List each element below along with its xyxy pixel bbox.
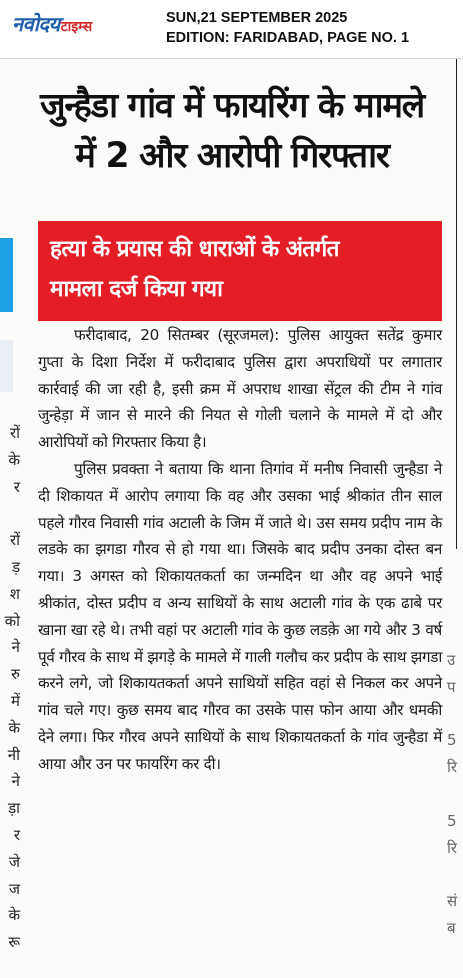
article-paragraph-2: पुलिस प्रवक्ता ने बताया कि थाना तिगांव में मनीष निवासी जुन्हैडा ने दी शिकायत में आरोप लगाया कि वह और उसका भाई श्रीकांत तीन साल पहले गौरव निवासी गांव अटाली के जिम में जाते थे। उस समय प्रदीप नाम के लडके का झगडा गौरव से हो गया था। जिसके बाद प्रदीप उनका दोस्त बन गया। 3 अगस्त को शिकायतकर्ता का जन्मदिन था और वह अपने भाई श्रीकांत, दोस्त प्रदीप व अन्य साथियों के साथ अटाली गांव के एक ढाबे पर खाना खा रहे थे। तभी वहां पर अटाली गांव के कुछ लडक़े आ गये और 3 वर्ष पूर्व गौरव के साथ में झगड़े के मामले में गाली गलौच कर प्रदीप के साथ झगडा करने लगे, जो शिकायतकर्ता अपने साथियों सहित वहां से निकल कर अपने गांव चले गए। कुछ समय बाद गौरव का उसके पास फोन आया और धमकी देने लगा। फिर गौरव अपने साथियों के साथ शिकायतकर्ता के गांव जुन्हैडा में आया और उन पर फायरिंग कर दी। xyxy=(38,459,442,773)
left-fragment: र xyxy=(13,825,20,844)
right-fragment: प xyxy=(447,677,456,696)
right-fragment: रि xyxy=(447,758,458,777)
left-fragment: श xyxy=(9,584,20,603)
right-fragment xyxy=(447,861,463,888)
article-headline xyxy=(26,81,438,181)
page-header xyxy=(0,0,463,59)
subhead-line-2: मामला दर्ज किया गया xyxy=(50,276,223,302)
newspaper-page xyxy=(0,59,463,978)
left-fragment: ड़ xyxy=(11,557,20,576)
publication-date: SUN,21 SEPTEMBER 2025 xyxy=(166,10,348,26)
subhead-line-1: हत्या के प्रयास की धाराओं के अंतर्गत xyxy=(50,236,339,262)
left-fragment: रु xyxy=(11,665,20,684)
left-fragment: ड़ा xyxy=(8,799,20,818)
left-fragment: जे xyxy=(8,852,20,871)
edition-info: EDITION: FARIDABAD, PAGE NO. 1 xyxy=(166,30,410,46)
left-fragment: नी xyxy=(7,745,20,764)
right-fragment: रि xyxy=(447,838,458,857)
left-fragment: ने xyxy=(11,638,20,657)
left-fragment: ने xyxy=(11,772,20,791)
right-fragment: ब xyxy=(447,918,456,937)
left-fragment: रू xyxy=(8,933,20,952)
right-fragment: सं xyxy=(447,892,458,911)
article-body xyxy=(38,322,442,778)
adjacent-blue-block xyxy=(0,238,13,312)
right-fragment: उ xyxy=(447,651,456,669)
left-fragment: को xyxy=(4,611,20,630)
logo-sub-text: टाइम्स xyxy=(60,19,93,35)
left-fragment: रों xyxy=(9,531,20,550)
left-fragment: र xyxy=(13,477,20,496)
article-paragraph-1: फरीदाबाद, 20 सितम्बर (सूरजमल): पुलिस आयुक्त सतेंद्र कुमार गुप्ता के दिशा निर्देश में फरीदाबाद पुलिस द्वारा अपराधियों पर लगातार कार्रवाई की जा रही है, इसी क्रम में अपराध शाखा सेंट्रल की टीम ने गांव जुन्हेड़ा में जान से मारने की नियत से गोली चलाने के मामले में दो और आरोपियों को गिरफ्तार किया है। xyxy=(38,326,442,452)
column-divider xyxy=(456,59,457,549)
headline-line-1: जुन्हैडा गांव में फायरिंग के मामले xyxy=(40,86,424,126)
left-fragment: के xyxy=(8,906,20,925)
adjacent-shaded-block xyxy=(0,340,13,392)
right-fragment xyxy=(447,701,463,728)
left-fragment: ज xyxy=(8,879,20,898)
left-fragment: के xyxy=(8,450,20,469)
left-fragment: के xyxy=(8,718,20,737)
left-fragment: रों xyxy=(9,424,20,442)
right-fragment xyxy=(447,781,463,808)
left-fragment: में xyxy=(11,691,20,710)
left-fragment xyxy=(0,500,22,527)
adjacent-right-column xyxy=(447,647,463,967)
headline-line-2: में 2 और आरोपी गिरफ्तार xyxy=(75,136,389,176)
right-fragment: 5 xyxy=(447,811,457,830)
article-subheadline xyxy=(38,221,442,321)
edition-meta xyxy=(166,8,458,48)
right-fragment: 5 xyxy=(447,731,457,750)
newspaper-logo[interactable] xyxy=(12,10,92,34)
adjacent-left-column xyxy=(0,420,22,952)
logo-main-text: नवोदय xyxy=(12,12,60,36)
